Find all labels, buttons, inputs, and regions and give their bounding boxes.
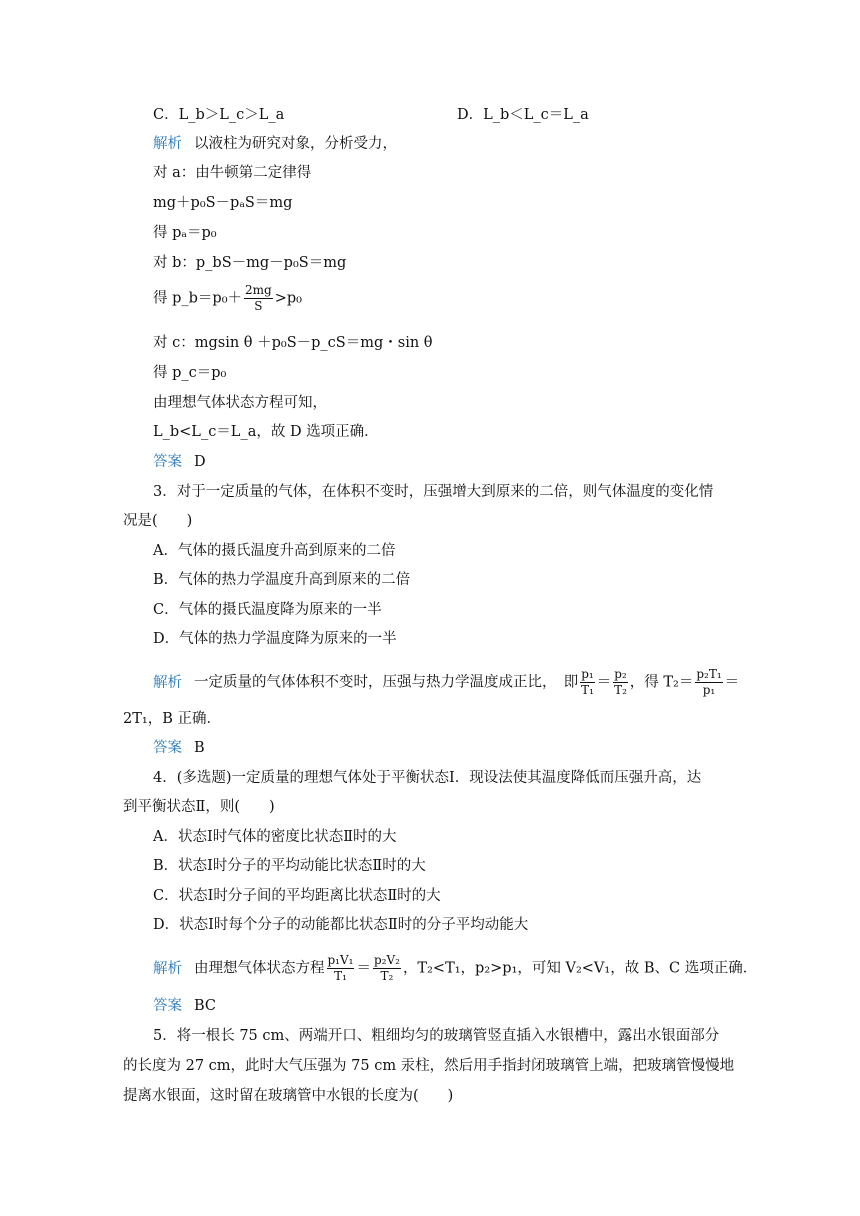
- q4-option-c: C．状态Ⅰ时分子间的平均距离比状态Ⅱ时的大: [153, 888, 441, 904]
- q4-explanation: 解析 由理想气体状态方程 $\frac{\text{p₁V₁}}{\text{T₁}}$ ＝ $\frac{\text{p₂V₂}}{\text{T₂}}$ ，T₂<T₁，p₂>p₁，可知 V₂<V₁，故 B、C 选项正确．: [153, 953, 758, 983]
- q5-stem-2: 的长度为 27 cm，此时大气压强为 75 cm 汞柱，然后用手指封闭玻璃管上端，把玻璃管慢慢地: [123, 1058, 735, 1074]
- option-c: C．L_b＞L_c＞L_a: [153, 107, 285, 123]
- q2-answer: 答案 D: [153, 454, 206, 470]
- q2-explanation-intro: 解析 以液柱为研究对象，分析受力，: [153, 136, 397, 152]
- q2-c-result: 得 p_c＝p₀: [153, 365, 227, 381]
- q5-stem-3: 提离水银面，这时留在玻璃管中水银的长度为( ): [123, 1088, 454, 1104]
- q4-stem-1: 4．(多选题)一定质量的理想气体处于平衡状态Ⅰ．现设法使其温度降低而压强升高，达: [153, 770, 702, 786]
- q2-a-result: 得 pₐ＝p₀: [153, 225, 217, 241]
- q2-a-head: 对 a：由牛顿第二定律得: [153, 165, 312, 181]
- explanation-label: 解析: [153, 960, 182, 977]
- q4-answer: 答案 BC: [153, 998, 217, 1014]
- q2-a-equation: mg＋p₀S－pₐS＝mg: [153, 195, 293, 211]
- q2-conclusion-1: 由理想气体状态方程可知，: [153, 395, 327, 411]
- q3-explanation: 解析 一定质量的气体体积不变时，压强与热力学温度成正比， 即 $\frac{\text{p₁}}{\text{T₁}}$ ＝ $\frac{\text{p₂}}{\text{T₂}}$ ，得 T₂＝ $\frac{\text{p₂T₁}}{\text{p₁}}$ ＝: [153, 667, 740, 697]
- fraction: $\frac{\text{p₁}}{\text{T₁}}$: [581, 667, 594, 697]
- q3-stem-2: 况是( ): [123, 513, 193, 529]
- fraction: $\frac{\text{p₂V₂}}{\text{T₂}}$: [373, 953, 400, 983]
- fraction: $\frac{2mg}{S}$: [245, 283, 272, 313]
- q3-option-a: A．气体的摄氏温度升高到原来的二倍: [153, 543, 396, 559]
- fraction: $\frac{\text{p₂T₁}}{\text{p₁}}$: [696, 667, 722, 697]
- option-d: D．L_b＜L_c＝L_a: [457, 107, 589, 123]
- q4-option-d: D．状态Ⅰ时每个分子的动能都比状态Ⅱ时的分子平均动能大: [153, 917, 529, 933]
- q2-c-equation: 对 c：mgsin θ ＋p₀S－p_cS＝mg・sin θ: [153, 335, 433, 351]
- answer-label: 答案: [153, 454, 182, 470]
- q4-stem-2: 到平衡状态Ⅱ，则( ): [123, 799, 275, 815]
- q3-explanation-2: 2T₁，B 正确．: [123, 711, 221, 727]
- q2-b-result: 得 p_b＝p₀＋ $\frac{2mg}{S}$ >p₀: [153, 283, 302, 313]
- q3-option-d: D．气体的热力学温度降为原来的一半: [153, 631, 397, 647]
- q4-option-a: A．状态Ⅰ时气体的密度比状态Ⅱ时的大: [153, 829, 397, 845]
- q3-option-b: B．气体的热力学温度升高到原来的二倍: [153, 572, 411, 588]
- explanation-label: 解析: [153, 136, 182, 152]
- q2-b-equation: 对 b：p_bS－mg－p₀S＝mg: [153, 255, 347, 271]
- q2-conclusion-2: L_b<L_c＝L_a，故 D 选项正确．: [153, 424, 379, 440]
- q3-option-c: C．气体的摄氏温度降为原来的一半: [153, 602, 382, 618]
- q3-answer: 答案 B: [153, 740, 205, 756]
- fraction: $\frac{\text{p₂}}{\text{T₂}}$: [614, 667, 627, 697]
- answer-label: 答案: [153, 998, 182, 1014]
- q4-option-b: B．状态Ⅰ时分子的平均动能比状态Ⅱ时的大: [153, 858, 426, 874]
- q3-stem-1: 3．对于一定质量的气体，在体积不变时，压强增大到原来的二倍，则气体温度的变化情: [153, 484, 714, 500]
- q5-stem-1: 5．将一根长 75 cm、两端开口、粗细均匀的玻璃管竖直插入水银槽中，露出水银面部分: [153, 1028, 720, 1044]
- explanation-label: 解析: [153, 674, 182, 691]
- answer-label: 答案: [153, 740, 182, 756]
- fraction: $\frac{\text{p₁V₁}}{\text{T₁}}$: [327, 953, 354, 983]
